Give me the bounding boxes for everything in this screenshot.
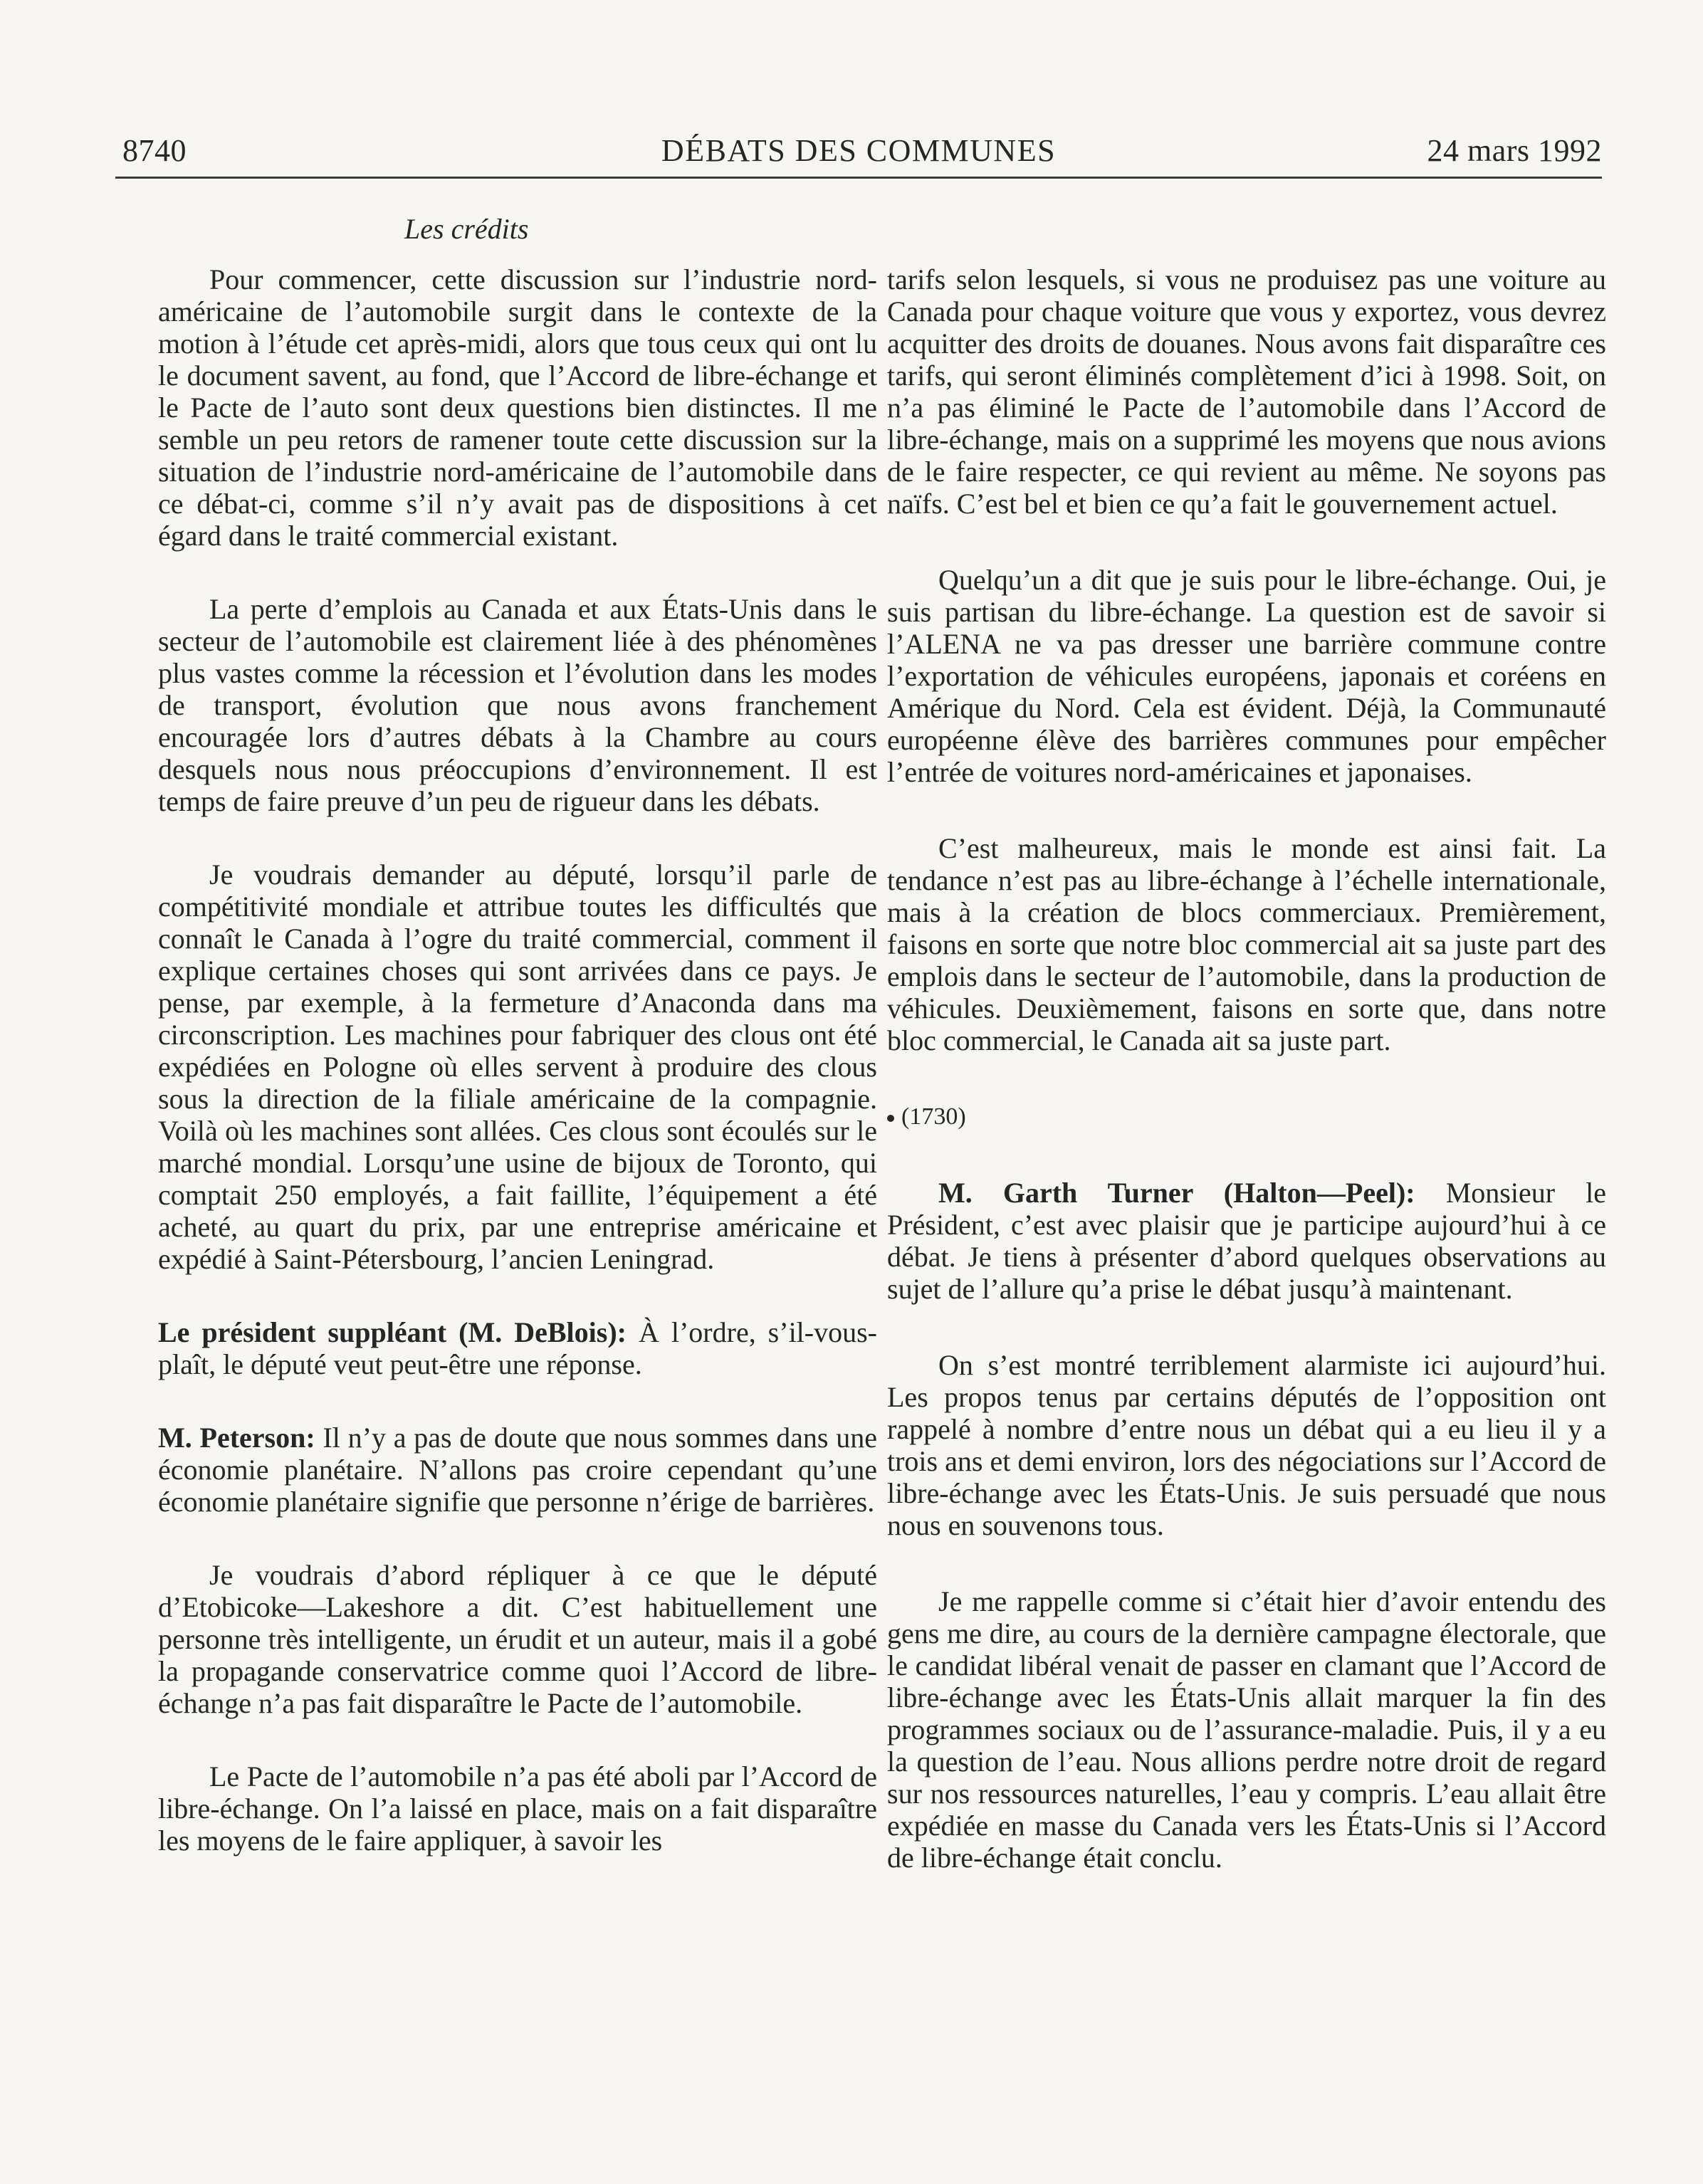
paragraph: La perte d’emplois au Canada et aux États-Unis dans le secteur de l’automobile est clairement liée à des phénomènes plus vastes comme la récession et l’évolution dans les modes de transport, évolution que nous avons franchement encouragée lors d’autres débats à la Chambre au cours desquels nous nous préoccupions d’environnement. Il est temps de faire preuve d’un peu de rigueur dans les débats. bbox=[158, 593, 877, 817]
paragraph: Je voudrais demander au député, lorsqu’il parle de compétitivité mondiale et attribue toutes les difficultés que connaît le Canada à l’ogre du traité commercial, comment il explique certaines choses qui sont arrivées dans ce pays. Je pense, par exemple, à la fermeture d’Anaconda dans ma circonscription. Les machines pour fabriquer des clous ont été expédiées en Pologne où elles servent à produire des clous sous la direction de la filiale américaine de la compagnie. Voilà où les machines sont allées. Ces clous sont écoulés sur le marché mondial. Lorsqu’une usine de bijoux de Toronto, qui comptait 250 employés, a fait faillite, l’équipement a été acheté, au quart du prix, par une entreprise américaine et expédié à Saint-Pétersbourg, l’ancien Leningrad. bbox=[158, 859, 877, 1275]
paragraph: M. Garth Turner (Halton—Peel): Monsieur le Président, c’est avec plaisir que je participe aujourd’hui à ce débat. Je tiens à présenter d’abord quelques observations au sujet de l’allure qu’a prise le débat jusqu’à maintenant. bbox=[887, 1177, 1607, 1305]
paragraph: C’est malheureux, mais le monde est ainsi fait. La tendance n’est pas au libre-échange à l’échelle internationale, mais à la création de blocs commerciaux. Premièrement, faisons en sorte que notre bloc commercial ait sa juste part des emplois dans le secteur de l’automobile, dans la production de véhicules. Deuxièmement, faisons en sorte que, dans notre bloc commercial, le Canada ait sa juste part. bbox=[887, 832, 1606, 1056]
speaker-name: Le président suppléant (M. DeBlois): bbox=[158, 1316, 627, 1348]
paragraph: On s’est montré terriblement alarmiste ici aujourd’hui. Les propos tenus par certains députés de l’opposition ont rappelé à nombre d’entre nous un débat qui a eu lieu il y a trois ans et demi environ, lors des négociations sur l’Accord de libre-échange avec les États-Unis. Je suis persuadé que nous nous en souvenons tous. bbox=[887, 1349, 1606, 1541]
paragraph: Pour commencer, cette discussion sur l’industrie nord-américaine de l’automobile surgit dans le contexte de la motion à l’étude cet après-midi, alors que tous ceux qui ont lu le document savent, au fond, que l’Accord de libre-échange et le Pacte de l’auto sont deux questions bien distinctes. Il me semble un peu retors de ramener toute cette discussion sur la situation de l’industrie nord-américaine de l’automobile dans ce débat-ci, comme s’il n’y avait pas de dispositions à cet égard dans le traité commercial existant. bbox=[158, 263, 877, 552]
section-title: Les crédits bbox=[404, 213, 529, 245]
page-date: 24 mars 1992 bbox=[1427, 133, 1602, 168]
right-column bbox=[887, 263, 1606, 1918]
paragraph: Je voudrais d’abord répliquer à ce que le député d’Etobicoke—Lakeshore a dit. C’est habituellement une personne très intelligente, un érudit et un auteur, mais il a gobé la propagande conservatrice comme quoi l’Accord de libre-échange n’a pas fait disparaître le Pacte de l’automobile. bbox=[158, 1559, 877, 1719]
speaker-name: M. Garth Turner (Halton—Peel): bbox=[938, 1177, 1415, 1209]
paragraph: Je me rappelle comme si c’était hier d’avoir entendu des gens me dire, au cours de la dernière campagne électorale, que le candidat libéral venait de passer en clamant que l’Accord de libre-échange avec les États-Unis allait marquer la fin des programmes sociaux ou de l’assurance-maladie. Puis, il y a eu la question de l’eau. Nous allions perdre notre droit de regard sur nos ressources naturelles, l’eau y compris. L’eau allait être expédiée en masse du Canada vers les États-Unis si l’Accord de libre-échange était conclu. bbox=[887, 1585, 1606, 1874]
publication-title: DÉBATS DES COMMUNES bbox=[661, 133, 1057, 168]
speaker-name: M. Peterson: bbox=[158, 1422, 315, 1454]
time-marker: (1730) bbox=[887, 1101, 1606, 1133]
paragraph: Le président suppléant (M. DeBlois): À l’ordre, s’il-vous-plaît, le député veut peut-être une réponse. bbox=[158, 1316, 878, 1380]
paragraph: tarifs selon lesquels, si vous ne produisez pas une voiture au Canada pour chaque voiture que vous y exportez, vous devrez acquitter des droits de douanes. Nous avons fait disparaître ces tarifs, qui seront éliminés complètement d’ici à 1998. Soit, on n’a pas éliminé le Pacte de l’automobile dans l’Accord de libre-échange, mais on a supprimé les moyens que nous avions de le faire respecter, ce qui revient au même. Ne soyons pas naïfs. C’est bel et bien ce qu’a fait le gouvernement actuel. bbox=[887, 263, 1606, 520]
left-column bbox=[158, 263, 877, 1898]
paragraph: Quelqu’un a dit que je suis pour le libre-échange. Oui, je suis partisan du libre-échange. La question est de savoir si l’ALENA ne va pas dresser une barrière commune contre l’exportation de véhicules européens, japonais et coréens en Amérique du Nord. Cela est évident. Déjà, la Communauté européenne élève des barrières communes pour empêcher l’entrée de voitures nord-américaines et japonaises. bbox=[887, 564, 1606, 788]
page-header bbox=[115, 127, 1602, 179]
bullet-icon bbox=[887, 1115, 894, 1122]
paragraph: Le Pacte de l’automobile n’a pas été aboli par l’Accord de libre-échange. On l’a laissé en place, mais on a fait disparaître les moyens de le faire appliquer, à savoir les bbox=[158, 1760, 877, 1857]
page-number: 8740 bbox=[122, 133, 187, 168]
paragraph: M. Peterson: Il n’y a pas de doute que nous sommes dans une économie planétaire. N’allons pas croire cependant qu’une économie planétaire signifie que personne n’érige de barrières. bbox=[158, 1422, 877, 1518]
